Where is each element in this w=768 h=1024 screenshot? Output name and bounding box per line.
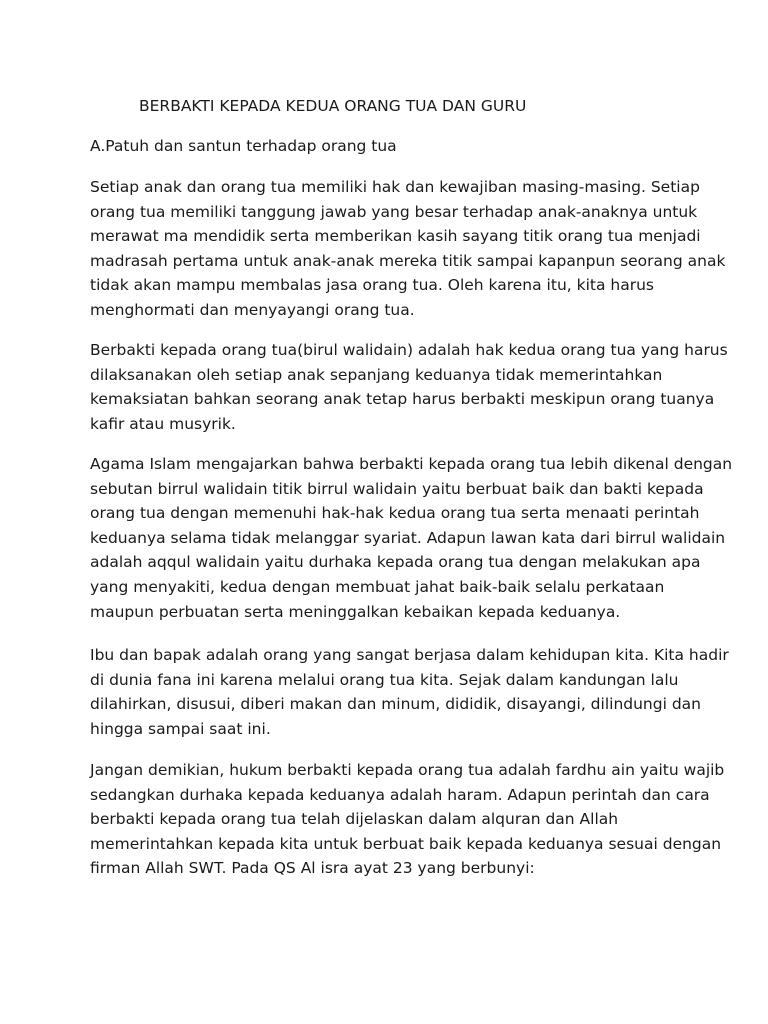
- section-heading: A.Patuh dan santun terhadap orang tua: [90, 137, 397, 155]
- paragraph-line: menghormati dan menyayangi orang tua.: [90, 300, 415, 319]
- paragraph-line: di dunia fana ini karena melalui orang tua kita. Sejak dalam kandungan lalu: [90, 670, 679, 689]
- paragraph-line: Jangan demikian, hukum berbakti kepada orang tua adalah fardhu ain yaitu wajib: [90, 761, 725, 779]
- paragraph-2: [90, 338, 728, 436]
- paragraph-line: Agama Islam mengajarkan bahwa berbakti kepada orang tua lebih dikenal dengan: [90, 455, 733, 473]
- paragraph-line: tidak akan mampu membalas jasa orang tua. Oleh karena itu, kita harus: [90, 276, 654, 295]
- paragraph-line: kafir atau musyrik.: [90, 414, 236, 433]
- paragraph-line: kemaksiatan bahkan seorang anak tetap harus berbakti meskipun orang tuanya: [90, 390, 715, 409]
- paragraph-line: adalah aqqul walidain yaitu durhaka kepada orang tua dengan melakukan apa: [90, 553, 701, 572]
- document-title: BERBAKTI KEPADA KEDUA ORANG TUA DAN GURU: [139, 97, 527, 115]
- paragraph-line: merawat ma mendidik serta memberikan kasih sayang titik orang tua menjadi: [90, 227, 701, 246]
- paragraph-3: [90, 452, 732, 624]
- paragraph-line: orang tua dengan memenuhi hak-hak kedua orang tua serta menaati perintah: [90, 504, 700, 523]
- paragraph-line: maupun perbuatan serta meninggalkan kebaikan kepada keduanya.: [90, 602, 621, 621]
- paragraph-line: Berbakti kepada orang tua(birul walidain) adalah hak kedua orang tua yang harus: [90, 341, 728, 359]
- paragraph-line: yang menyakiti, kedua dengan membuat jahat baik-baik selalu perkataan: [90, 577, 665, 596]
- paragraph-line: dilaksanakan oleh setiap anak sepanjang keduanya tidak memerintahkan: [90, 365, 663, 384]
- paragraph-line: dilahirkan, disusui, diberi makan dan minum, dididik, disayangi, dilindungi dan: [90, 695, 701, 714]
- paragraph-4: [90, 643, 729, 741]
- paragraph-line: hingga sampai saat ini.: [90, 719, 271, 738]
- paragraph-line: firman Allah SWT. Pada QS Al isra ayat 23 yang berbunyi:: [90, 859, 535, 878]
- paragraph-line: memerintahkan kepada kita untuk berbuat baik kepada keduanya sesuai dengan: [90, 834, 722, 853]
- paragraph-line: orang tua memiliki tanggung jawab yang besar terhadap anak-anaknya untuk: [90, 202, 698, 221]
- paragraph-5: [90, 758, 724, 881]
- paragraph-line: sedangkan durhaka kepada keduanya adalah haram. Adapun perintah dan cara: [90, 785, 710, 804]
- paragraph-line: Ibu dan bapak adalah orang yang sangat berjasa dalam kehidupan kita. Kita hadir: [90, 646, 729, 664]
- paragraph-line: madrasah pertama untuk anak-anak mereka titik sampai kapanpun seorang anak: [90, 251, 726, 270]
- paragraph-line: Setiap anak dan orang tua memiliki hak dan kewajiban masing-masing. Setiap: [90, 178, 700, 196]
- paragraph-1: [90, 175, 725, 323]
- paragraph-line: berbakti kepada orang tua telah dijelaskan dalam alquran dan Allah: [90, 810, 619, 829]
- paragraph-line: keduanya selama tidak melanggar syariat. Adapun lawan kata dari birrul walidain: [90, 528, 726, 547]
- paragraph-line: sebutan birrul walidain titik birrul walidain yaitu berbuat baik dan bakti kepada: [90, 479, 704, 498]
